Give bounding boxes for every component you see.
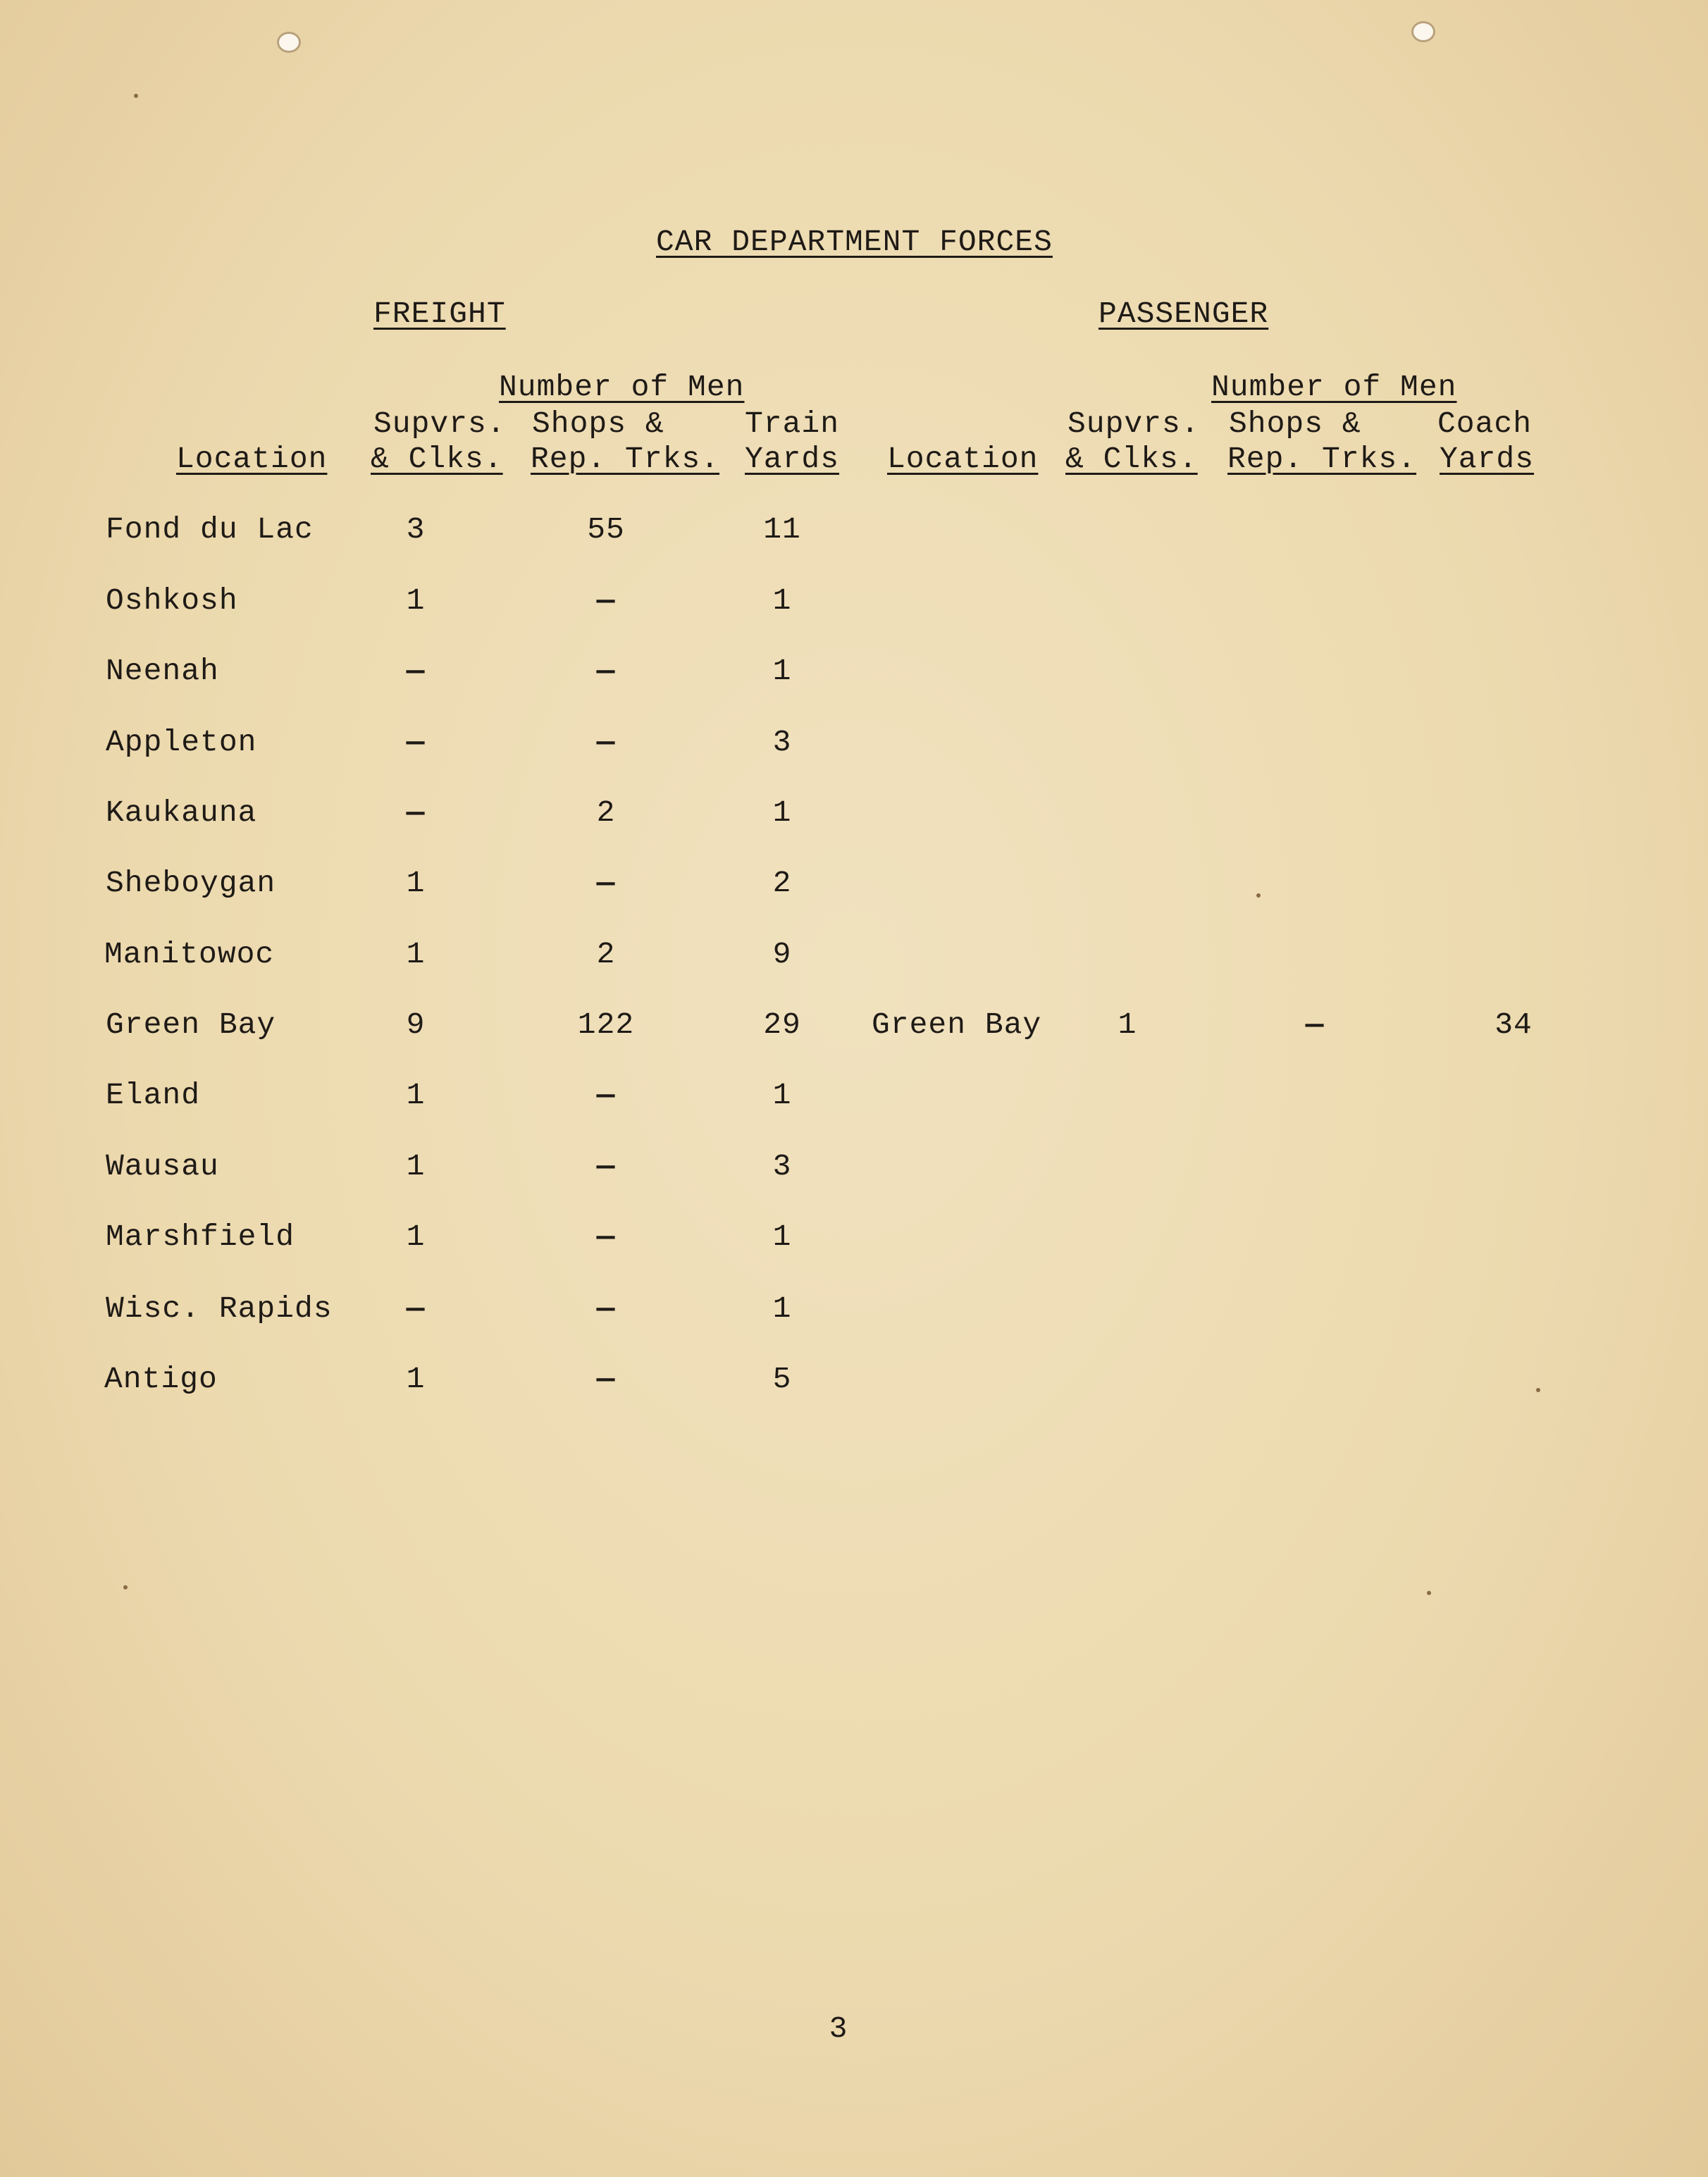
passenger-shops-header: Shops &: [1229, 407, 1361, 441]
supvrs-cell: 1: [406, 1220, 426, 1254]
supvrs-cell: —: [406, 654, 426, 688]
page-number: 3: [829, 2011, 848, 2046]
passenger-location-header: Location: [887, 442, 1039, 476]
location-cell: Eland: [106, 1078, 201, 1112]
paper-fleck: [1256, 893, 1261, 898]
shops-cell: 2: [596, 795, 616, 830]
freight-supvrs-header: Supvrs.: [373, 407, 506, 441]
freight-yards-header: Yards: [745, 442, 840, 476]
location-cell: Oshkosh: [106, 583, 238, 618]
yards-cell: 34: [1494, 1007, 1533, 1042]
supvrs-cell: 1: [406, 937, 426, 972]
paper-fleck: [1427, 1591, 1431, 1595]
shops-cell: 2: [596, 937, 616, 972]
paper-fleck: [123, 1585, 128, 1589]
freight-clks-header: & Clks.: [371, 442, 503, 476]
passenger-clks-header: & Clks.: [1065, 442, 1198, 476]
passenger-heading: PASSENGER: [1099, 297, 1269, 331]
freight-number-of-men-header: Number of Men: [499, 370, 745, 404]
passenger-supvrs-header: Supvrs.: [1068, 407, 1200, 441]
supvrs-cell: 1: [406, 1149, 426, 1184]
location-cell: Antigo: [104, 1362, 218, 1396]
supvrs-cell: —: [406, 1291, 426, 1326]
yards-cell: 2: [772, 866, 792, 900]
punch-hole-left: [277, 32, 301, 53]
shops-cell: —: [596, 654, 616, 688]
shops-cell: —: [1305, 1007, 1325, 1042]
location-cell: Marshfield: [106, 1220, 295, 1254]
shops-cell: —: [596, 583, 616, 618]
yards-cell: 1: [772, 654, 792, 688]
freight-reptrks-header: Rep. Trks.: [531, 442, 720, 476]
punch-hole-right: [1411, 21, 1435, 42]
shops-cell: —: [596, 725, 616, 759]
location-cell: Manitowoc: [104, 937, 275, 972]
freight-heading: FREIGHT: [373, 297, 506, 331]
freight-shops-header: Shops &: [532, 407, 664, 441]
shops-cell: —: [596, 1149, 616, 1184]
supvrs-cell: 9: [406, 1007, 426, 1042]
passenger-number-of-men-header: Number of Men: [1211, 370, 1457, 404]
supvrs-cell: 1: [406, 1362, 426, 1396]
shops-cell: —: [596, 1291, 616, 1326]
location-cell: Fond du Lac: [106, 512, 314, 547]
location-cell: Wisc. Rapids: [106, 1291, 333, 1326]
location-cell: Appleton: [106, 725, 257, 759]
passenger-reptrks-header: Rep. Trks.: [1227, 442, 1417, 476]
supvrs-cell: 1: [406, 583, 426, 618]
location-cell: Neenah: [106, 654, 219, 688]
yards-cell: 11: [763, 512, 801, 547]
location-cell: Wausau: [106, 1149, 219, 1184]
yards-cell: 1: [772, 1291, 792, 1326]
location-cell: Sheboygan: [106, 866, 276, 900]
supvrs-cell: —: [406, 725, 426, 759]
supvrs-cell: 1: [1118, 1007, 1137, 1042]
yards-cell: 29: [763, 1007, 801, 1042]
shops-cell: —: [596, 1362, 616, 1396]
yards-cell: 3: [772, 1149, 792, 1184]
passenger-yards-header: Yards: [1440, 442, 1535, 476]
shops-cell: —: [596, 1220, 616, 1254]
page-title: CAR DEPARTMENT FORCES: [656, 225, 1053, 259]
shops-cell: —: [596, 1078, 616, 1112]
location-cell: Green Bay: [106, 1007, 276, 1042]
shops-cell: 55: [587, 512, 625, 547]
yards-cell: 3: [772, 725, 792, 759]
freight-location-header: Location: [176, 442, 328, 476]
location-cell: Green Bay: [872, 1007, 1042, 1042]
supvrs-cell: 1: [406, 866, 426, 900]
passenger-coach-header: Coach: [1437, 407, 1533, 441]
yards-cell: 1: [772, 795, 792, 830]
yards-cell: 9: [772, 937, 792, 972]
paper-fleck: [134, 94, 138, 98]
paper-fleck: [1536, 1388, 1540, 1392]
shops-cell: —: [596, 866, 616, 900]
yards-cell: 1: [772, 1078, 792, 1112]
supvrs-cell: —: [406, 795, 426, 830]
yards-cell: 5: [772, 1362, 792, 1396]
freight-train-header: Train: [745, 407, 840, 441]
yards-cell: 1: [772, 583, 792, 618]
yards-cell: 1: [772, 1220, 792, 1254]
location-cell: Kaukauna: [106, 795, 257, 830]
supvrs-cell: 3: [406, 512, 426, 547]
supvrs-cell: 1: [406, 1078, 426, 1112]
shops-cell: 122: [577, 1007, 635, 1042]
